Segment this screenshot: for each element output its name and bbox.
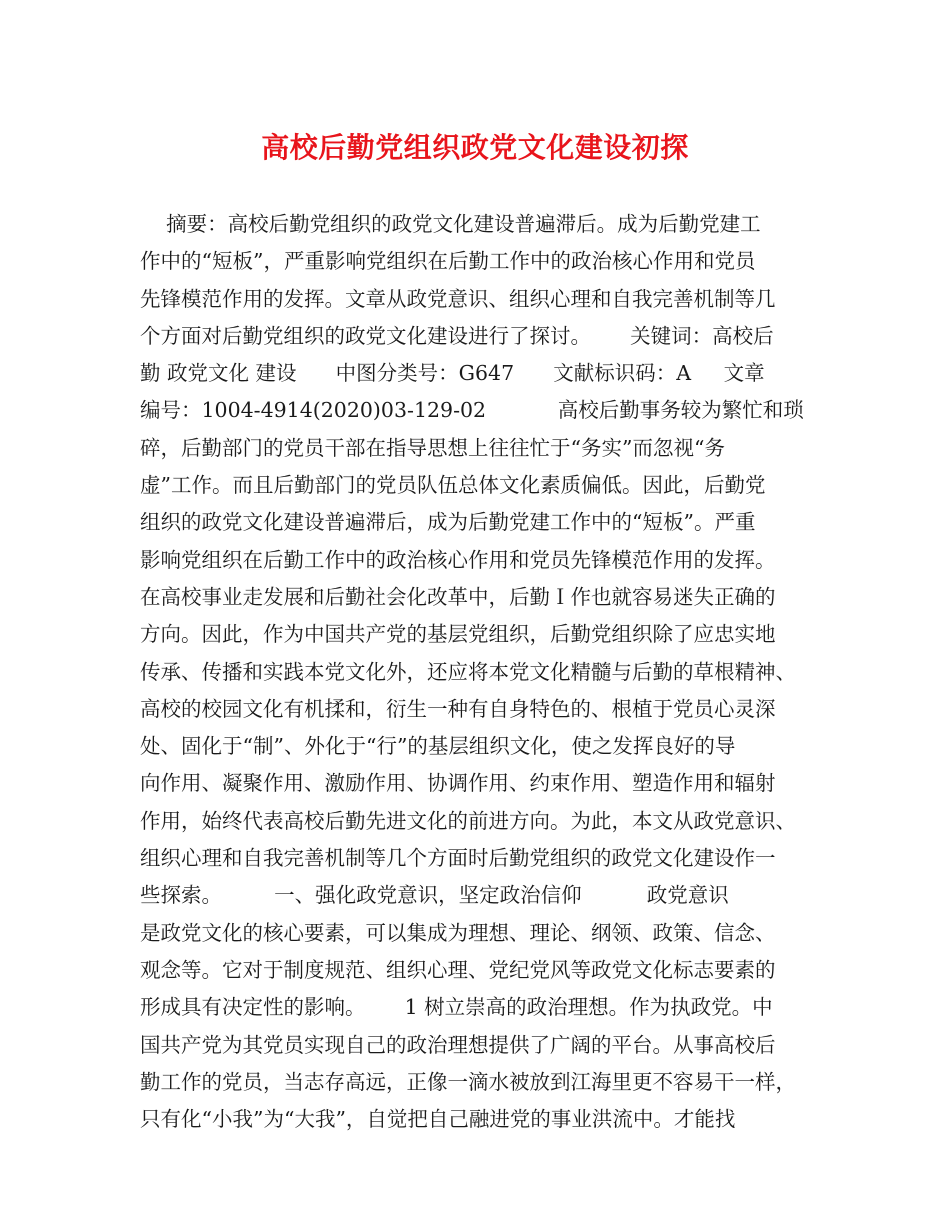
body-line: 方向。因此，作为中国共产党的基层党组织，后勤党组织除了应忠实地 [140, 622, 776, 647]
body-line: 影响党组织在后勤工作中的政治核心作用和党员先锋模范作用的发挥。 [140, 547, 776, 572]
body-line: 高校的校园文化有机揉和，衍生一种有自身特色的、根植于党员心灵深 [140, 696, 776, 721]
body-line: 摘要：高校后勤党组织的政党文化建设普遍滞后。成为后勤党建工 [140, 212, 761, 236]
body-line: 向作用、凝聚作用、激励作用、协调作用、约束作用、塑造作用和辐射 [140, 771, 776, 796]
body-line: 虚”工作。而且后勤部门的党员队伍总体文化素质偏低。因此，后勤党 [140, 473, 766, 498]
body-line: 勤 政党文化 建设 中图分类号：G647 文献标识码：A 文章 [140, 361, 765, 386]
body-line: 观念等。它对于制度规范、组织心理、党纪党风等政党文化标志要素的 [140, 957, 776, 982]
body-line: 先锋模范作用的发挥。文章从政党意识、组织心理和自我完善机制等几 [140, 286, 776, 311]
body-line: 个方面对后勤党组织的政党文化建设进行了探讨。 关键词：高校后 [140, 323, 774, 348]
body-line: 只有化“小我”为“大我”，自觉把自己融进党的事业洪流中。才能找 [140, 1107, 736, 1132]
body-line: 传承、传播和实践本党文化外，还应将本党文化精髓与后勤的草根精神、 [140, 659, 796, 684]
document-title: 高校后勤党组织政党文化建设初探 [261, 131, 689, 164]
body-line: 编号：1004-4914(2020)03-129-02 高校后勤事务较为繁忙和琐 [140, 398, 804, 423]
body-line: 作用，始终代表高校后勤先进文化的前进方向。为此，本文从政党意识、 [140, 808, 796, 833]
body-line: 组织心理和自我完善机制等几个方面时后勤党组织的政党文化建设作一 [140, 846, 776, 871]
body-line: 作中的“短板”，严重影响党组织在后勤工作中的政治核心作用和党员 [140, 249, 756, 274]
document-body [140, 206, 830, 1138]
body-line: 勤工作的党员，当志存高远，正像一滴水被放到江海里更不容易干一样， [140, 1069, 796, 1094]
body-line: 在高校事业走发展和后勤社会化改革中，后勤Ｉ作也就容易迷失正确的 [140, 584, 776, 609]
body-line: 碎，后勤部门的党员干部在指导思想上往往忙于“务实”而忽视“务 [140, 435, 725, 460]
body-line: 形成具有决定性的影响。 1 树立崇高的政治理想。作为执政党。中 [140, 995, 773, 1020]
body-line: 组织的政党文化建设普遍滞后，成为后勤党建工作中的“短板”。严重 [140, 510, 756, 535]
body-line: 国共产党为其党员实现自己的政治理想提供了广阔的平台。从事高校后 [140, 1032, 776, 1057]
body-line: 是政党文化的核心要素，可以集成为理想、理论、纲领、政策、信念、 [140, 920, 776, 945]
body-line: 处、固化于“制”、外化于“行”的基层组织文化，使之发挥良好的导 [140, 734, 736, 759]
body-line: 些探索。 一、强化政党意识，坚定政治信仰 政党意识 [140, 883, 729, 908]
